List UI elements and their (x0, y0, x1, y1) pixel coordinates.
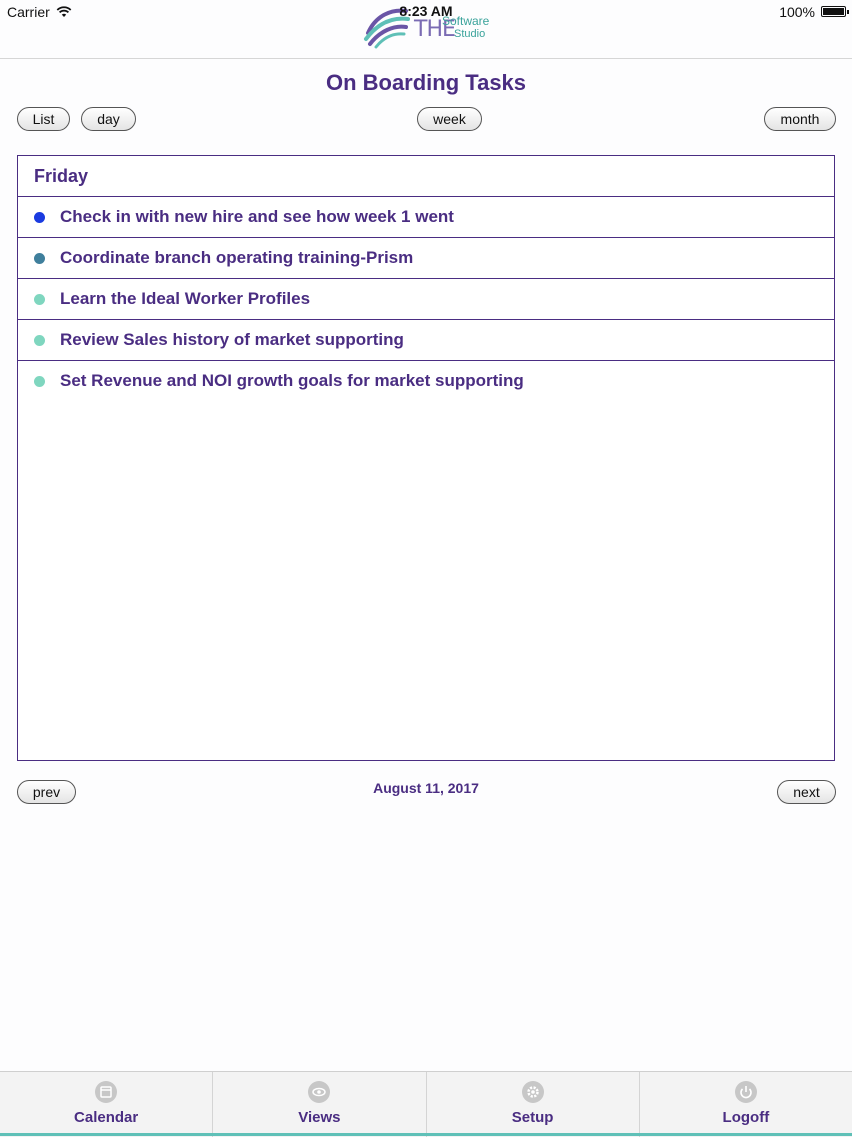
next-day-button[interactable]: next (777, 780, 836, 804)
task-item[interactable] (18, 197, 834, 238)
day-view-button[interactable]: day (81, 107, 136, 131)
task-status-dot (34, 335, 45, 346)
task-status-dot (34, 212, 45, 223)
power-icon (735, 1081, 757, 1103)
list-view-button[interactable]: List (17, 107, 70, 131)
task-label: Review Sales history of market supporting (60, 330, 404, 349)
calendar-icon (95, 1081, 117, 1103)
month-view-button[interactable]: month (764, 107, 836, 131)
task-label: Set Revenue and NOI growth goals for market supporting (60, 371, 524, 390)
tab-views[interactable] (213, 1072, 426, 1137)
day-task-panel (17, 155, 835, 761)
clock-time: 8:23 AM (399, 3, 453, 19)
day-header: Friday (18, 156, 834, 197)
task-status-dot (34, 376, 45, 387)
logo-studio-text: Studio (454, 28, 486, 40)
current-date-label: August 11, 2017 (373, 780, 479, 796)
carrier-label: Carrier (7, 4, 50, 20)
bottom-tab-bar (0, 1071, 852, 1137)
task-item[interactable] (18, 320, 834, 361)
tab-label: Logoff (722, 1109, 770, 1126)
task-label: Check in with new hire and see how week 1 went (60, 207, 454, 226)
tab-label: Calendar (74, 1109, 139, 1126)
tab-setup[interactable] (427, 1072, 640, 1137)
task-status-dot (34, 253, 45, 264)
logo-software-text: Software (442, 14, 490, 28)
task-item[interactable] (18, 279, 834, 320)
task-label: Learn the Ideal Worker Profiles (60, 289, 311, 308)
battery-percent: 100% (779, 4, 815, 20)
task-item[interactable] (18, 361, 834, 401)
eye-icon (308, 1081, 330, 1103)
header-divider (0, 58, 852, 59)
task-item[interactable] (18, 238, 834, 279)
task-status-dot (34, 294, 45, 305)
page-title: On Boarding Tasks (325, 70, 527, 95)
tab-calendar[interactable] (0, 1072, 213, 1137)
week-view-button[interactable]: week (417, 107, 482, 131)
logo-the-text: THE (414, 17, 455, 42)
tab-label: Views (298, 1109, 341, 1126)
tab-logoff[interactable] (640, 1072, 852, 1137)
tab-label: Setup (511, 1109, 554, 1126)
task-label: Coordinate branch operating training-Prism (60, 248, 414, 267)
prev-day-button[interactable]: prev (17, 780, 76, 804)
gear-icon (522, 1081, 544, 1103)
